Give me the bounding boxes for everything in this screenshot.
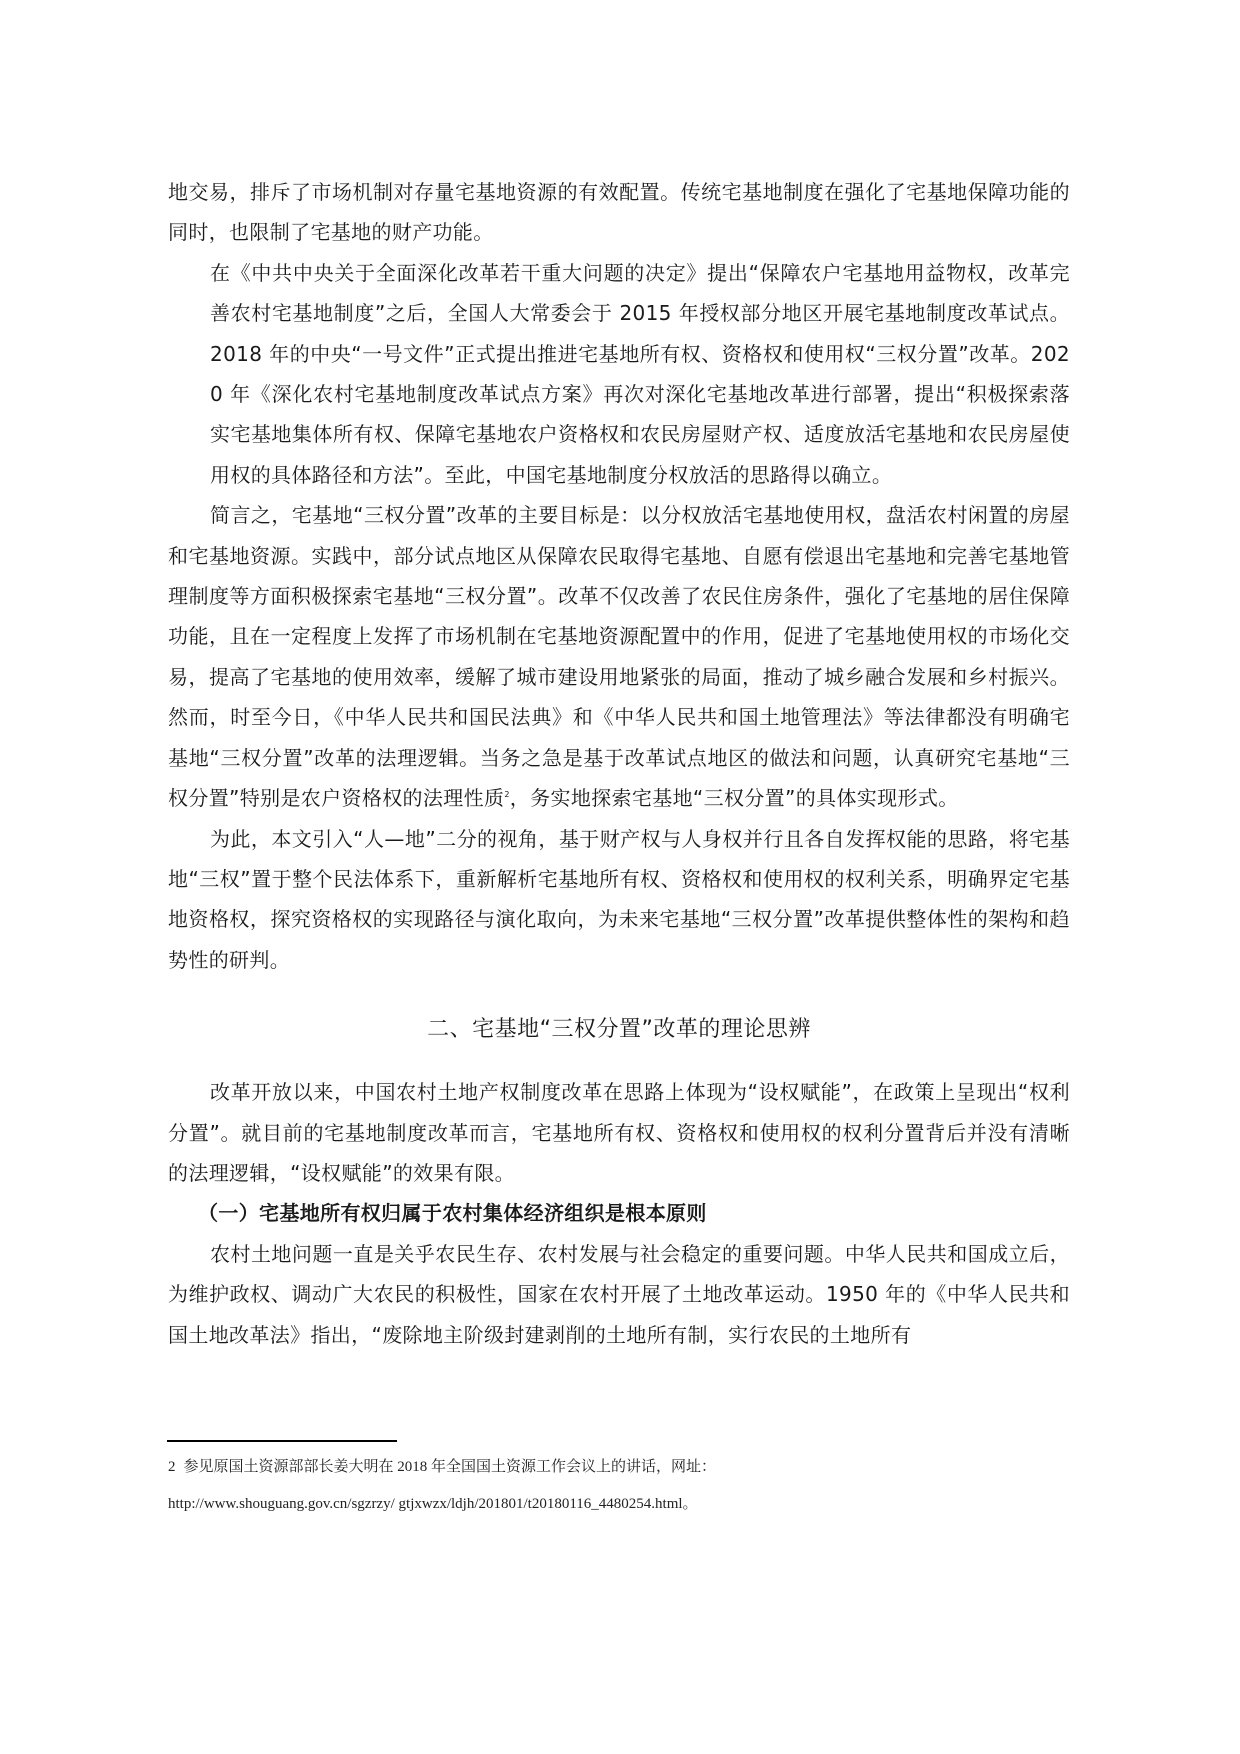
footnote-separator <box>167 1440 397 1442</box>
footnote-reference[interactable]: 2 <box>504 790 510 800</box>
paragraph-summary-text: 简言之，宅基地“三权分置”改革的主要目标是：以分权放活宅基地使用权，盘活农村闲置的房屋和宅基地资源。实践中，部分试点地区从保障农民取得宅基地、自愿有偿退出宅基地和完善宅基地管理制度等方面积极探索宅基地“三权分置”。改革不仅改善了农民住房条件，强化了宅基地的居住保障功能，且在一定程度上发挥了市场机制在宅基地资源配置中的作用，促进了宅基地使用权的市场化交易，提高了宅基地的使用效率，缓解了城市建设用地紧张的局面，推动了城乡融合发展和乡村振兴。然而，时至今日，《中华人民共和国民法典》和《中华人民共和国土地管理法》等法律都没有明确宅基地“三权分置”改革的法理逻辑。当务之急是基于改革试点地区的做法和问题，认真研究宅基地“三权分置”特别是农户资格权的法理性质 <box>168 503 1070 811</box>
footnote-text: 参见原国土资源部部长姜大明在 2018 年全国国土资源工作会议上的讲话，网址： <box>183 1459 717 1475</box>
paragraph-section-intro: 改革开放以来，中国农村土地产权制度改革在思路上体现为“设权赋能”，在政策上呈现出“权利分置”。就目前的宅基地制度改革而言，宅基地所有权、资格权和使用权的权利分置背后并没有清晰的法理逻辑，“设权赋能”的效果有限。 <box>168 1080 1070 1185</box>
paragraph-summary <box>168 495 1070 818</box>
footnote-item <box>168 1449 1070 1486</box>
section-heading: 二、宅基地“三权分置”改革的理论思辨 <box>427 1017 811 1043</box>
paragraph-land-history: 农村土地问题一直是关乎农民生存、农村发展与社会稳定的重要问题。中华人民共和国成立后，为维护政权、调动广大农民的积极性，国家在农村开展了土地改革运动。1950 年的《中华人民共和国土地改革法》指出，“废除地主阶级封建剥削的土地所有制，实行农民的土地所有 <box>168 1241 1070 1347</box>
subsection-heading: （一）宅基地所有权归属于农村集体经济组织是根本原则 <box>198 1201 707 1226</box>
footnote-url[interactable]: http://www.shouguang.gov.cn/sgzrzy/ gtjxwzx/ldjh/201801/t20180116_4480254.html。 <box>168 1496 698 1512</box>
paragraph-continuation: 地交易，排斥了市场机制对存量宅基地资源的有效配置。传统宅基地制度在强化了宅基地保障功能的同时，也限制了宅基地的财产功能。 <box>168 180 1070 245</box>
paragraph-summary-text-end: ，务实地探索宅基地“三权分置”的具体实现形式。 <box>509 786 959 811</box>
body-text <box>168 172 1070 1355</box>
paragraph-approach: 为此，本文引入“人—地”二分的视角，基于财产权与人身权并行且各自发挥权能的思路，将宅基地“三权”置于整个民法体系下，重新解析宅基地所有权、资格权和使用权的权利关系，明确界定宅基地资格权，探究资格权的实现路径与演化取向，为未来宅基地“三权分置”改革提供整体性的架构和趋势性的研判。 <box>168 826 1070 972</box>
footnotes <box>168 1449 1070 1523</box>
footnote-number: 2 <box>168 1459 176 1475</box>
paragraph-policy-history: 在《中共中央关于全面深化改革若干重大问题的决定》提出“保障农户宅基地用益物权，改革完善农村宅基地制度”之后，全国人大常委会于 2015 年授权部分地区开展宅基地制度改革试点。2018 年的中央“一号文件”正式提出推进宅基地所有权、资格权和使用权“三权分置”改革。2020 年《深化农村宅基地制度改革试点方案》再次对深化宅基地改革进行部署，提出“积极探索落实宅基地集体所有权、保障宅基地农户资格权和农民房屋财产权、适度放活宅基地和农民房屋使用权的具体路径和方法”。至此，中国宅基地制度分权放活的思路得以确立。 <box>210 260 1070 487</box>
